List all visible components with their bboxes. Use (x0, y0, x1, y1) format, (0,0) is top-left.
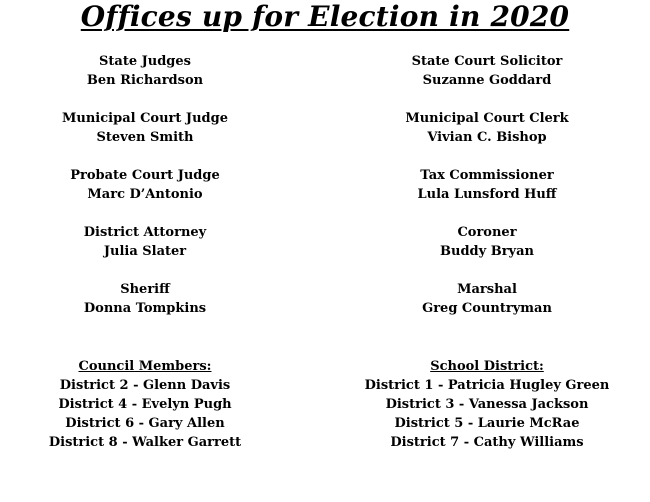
office-entry (360, 52, 614, 109)
officeholder-name: Suzanne Goddard (422, 73, 552, 88)
office-entry (30, 109, 260, 166)
office-title: District Attorney (83, 225, 207, 240)
officeholder-name: Lula Lunsford Huff (417, 187, 557, 202)
office-entry (360, 223, 614, 280)
office-title: Marshal (457, 282, 517, 297)
office-title: Tax Commissioner (420, 168, 554, 183)
school-district-heading: School District: (430, 359, 544, 374)
school-board-member: District 1 - Patricia Hugley Green (364, 378, 610, 393)
office-title: Probate Court Judge (70, 168, 220, 183)
office-entry (30, 223, 260, 280)
right-column (360, 52, 614, 452)
officeholder-name: Marc D’Antonio (87, 187, 203, 202)
officeholder-name: Steven Smith (96, 130, 194, 145)
council-member: District 6 - Gary Allen (65, 416, 225, 431)
office-title: State Judges (99, 54, 191, 69)
officeholder-name: Donna Tompkins (83, 301, 207, 316)
school-district-section (360, 357, 614, 452)
office-title: State Court Solicitor (411, 54, 563, 69)
council-members-section (30, 357, 260, 452)
office-entry (30, 52, 260, 109)
council-members-heading: Council Members: (78, 359, 212, 374)
office-title: Sheriff (120, 282, 170, 297)
office-title: Municipal Court Judge (62, 111, 228, 126)
council-member: District 4 - Evelyn Pugh (58, 397, 232, 412)
council-member: District 2 - Glenn Davis (59, 378, 231, 393)
office-entry (360, 280, 614, 337)
officeholder-name: Greg Countryman (422, 301, 552, 316)
page-title: Offices up for Election in 2020 (80, 0, 570, 33)
council-member: District 8 - Walker Garrett (48, 435, 242, 450)
office-entry (360, 166, 614, 223)
school-board-member: District 7 - Cathy Williams (390, 435, 584, 450)
officeholder-name: Vivian C. Bishop (427, 130, 547, 145)
officeholder-name: Ben Richardson (86, 73, 204, 88)
office-title: Municipal Court Clerk (405, 111, 569, 126)
office-entry (30, 166, 260, 223)
officeholder-name: Julia Slater (103, 244, 187, 259)
school-board-member: District 3 - Vanessa Jackson (385, 397, 589, 412)
office-entry (360, 109, 614, 166)
left-column (30, 52, 260, 452)
school-board-member: District 5 - Laurie McRae (394, 416, 580, 431)
office-title: Coroner (457, 225, 517, 240)
officeholder-name: Buddy Bryan (440, 244, 534, 259)
office-entry (30, 280, 260, 337)
